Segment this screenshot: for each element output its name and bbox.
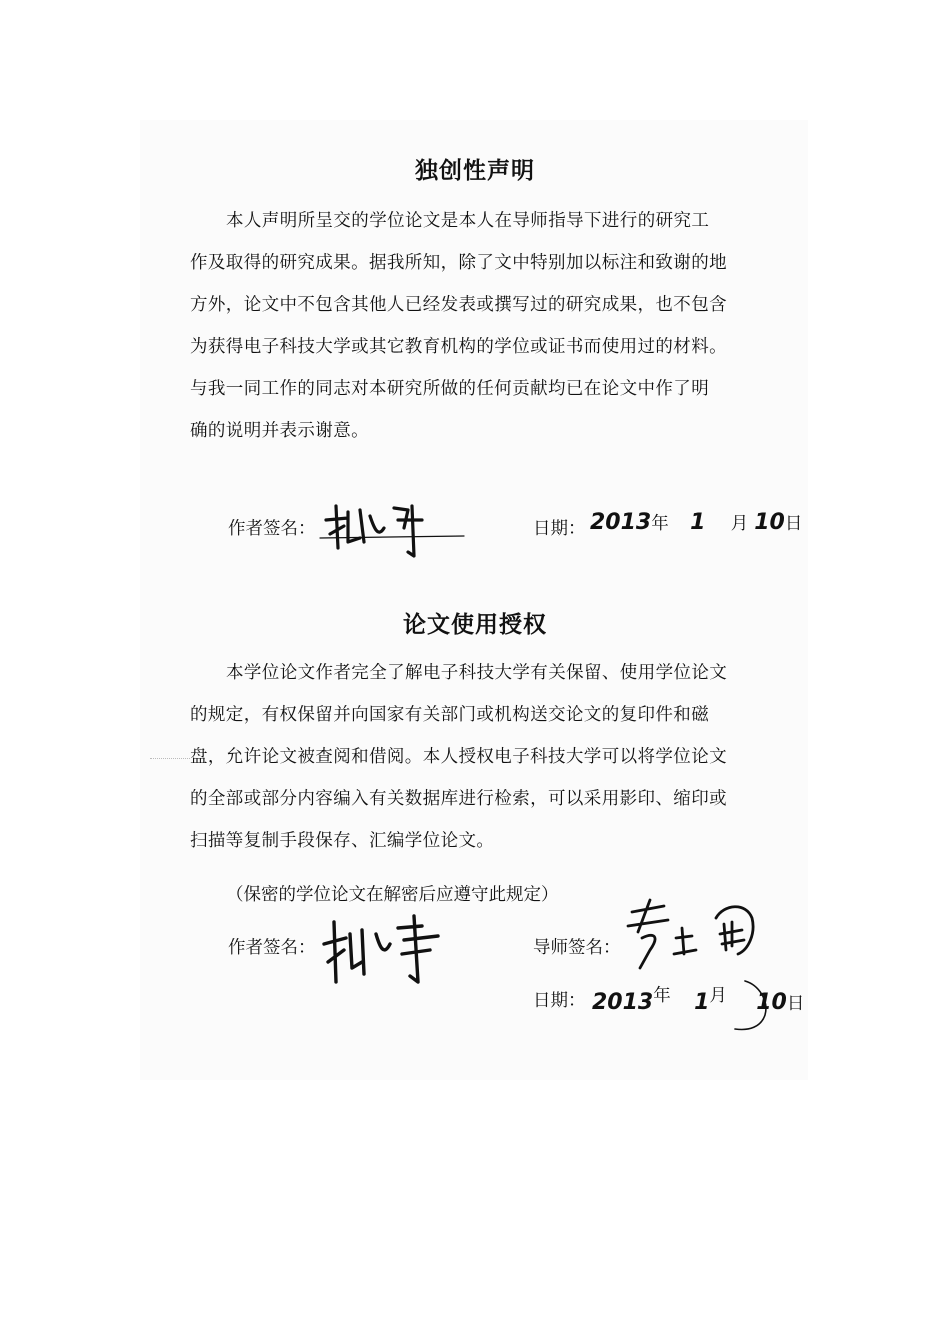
date-day: 10 [756,990,787,1015]
author-signature-1 [318,498,468,568]
author-signature-label: 作者签名： [228,938,316,958]
declaration-line: 与我一同工作的同志对本研究所做的任何贡献均已在论文中作了明 [190,379,710,399]
scan-artifact [150,758,190,759]
authorization-line: 的规定，有权保留并向国家有关部门或机构送交论文的复印件和磁 [190,705,710,725]
signature-date-1 [590,510,802,535]
declaration-line: 方外，论文中不包含其他人已经发表或撰写过的研究成果，也不包含 [190,295,727,315]
declaration-line: 为获得电子科技大学或其它教育机构的学位或证书而使用过的材料。 [190,337,727,357]
authorization-line: 本学位论文作者完全了解电子科技大学有关保留、使用学位论文 [226,663,728,683]
date-year-unit: 年 [653,986,671,1006]
authorization-line: 扫描等复制手段保存、汇编学位论文。 [190,831,495,851]
declaration-line: 作及取得的研究成果。据我所知，除了文中特别加以标注和致谢的地 [190,253,727,273]
declaration-body [190,200,752,452]
declaration-title: 独创性声明 [415,158,535,184]
date-label: 日期： [533,991,586,1011]
authorization-line: 盘，允许论文被查阅和借阅。本人授权电子科技大学可以将学位论文 [190,747,727,767]
date-year: 2013 [592,990,654,1015]
date-day-unit: 日 [786,994,805,1014]
date-month-unit: 月 [730,514,749,534]
advisor-signature-label: 导师签名： [533,938,621,958]
date-flourish [725,975,785,1035]
date-month: 1 [690,510,706,535]
date-year: 2013 [590,510,652,535]
date-day: 10 [754,510,785,535]
declaration-line: 确的说明并表示谢意。 [190,421,369,441]
date-month: 1 [694,990,710,1015]
advisor-signature [620,898,780,978]
date-label: 日期： [533,519,586,539]
author-signature-2 [318,910,458,990]
declaration-line: 本人声明所呈交的学位论文是本人在导师指导下进行的研究工 [226,211,710,231]
date-month-unit: 月 [709,986,727,1006]
date-day-unit: 日 [784,514,803,534]
authorization-body [190,652,752,862]
author-signature-label: 作者签名： [228,519,316,539]
date-year-unit: 年 [651,514,669,534]
authorization-line: 的全部或部分内容编入有关数据库进行检索，可以采用影印、缩印或 [190,789,727,809]
confidentiality-note: （保密的学位论文在解密后应遵守此规定） [226,885,559,905]
authorization-title: 论文使用授权 [403,612,547,638]
